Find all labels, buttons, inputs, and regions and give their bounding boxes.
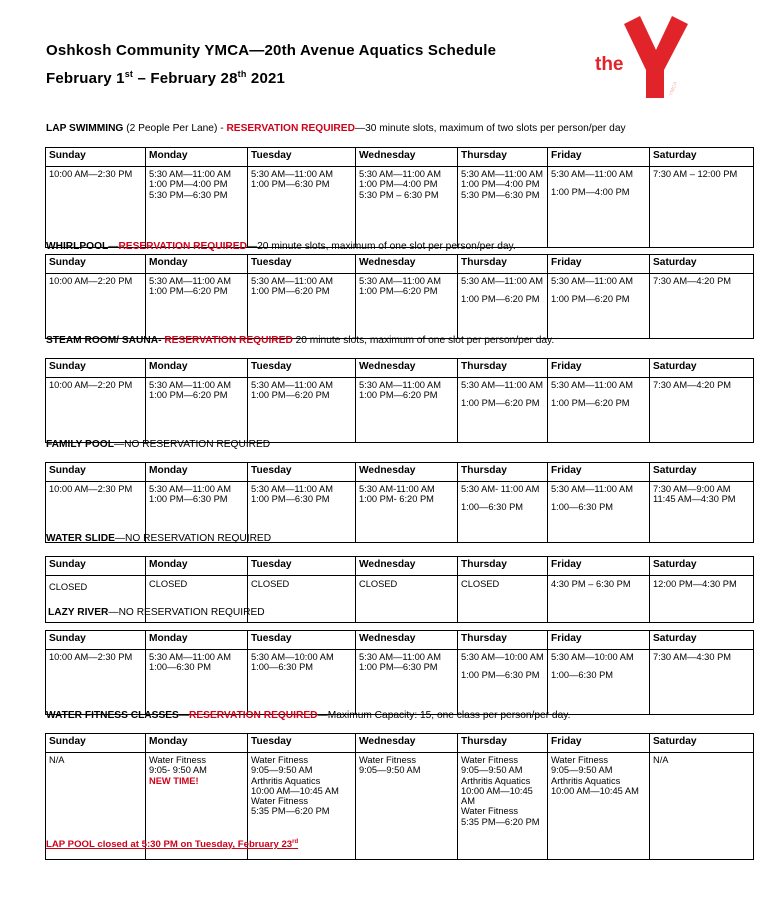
schedule-cell [146, 650, 248, 715]
time-slot: CLOSED [251, 579, 290, 589]
time-slot: 10:00 AM—2:20 PM [49, 276, 133, 286]
time-slot: 5:30 AM—10:00 AM [461, 652, 544, 662]
time-slot: 1:00 PM—6:20 PM [461, 398, 540, 409]
time-slot [461, 390, 544, 398]
schedule-table [45, 147, 754, 248]
time-slot: 11:45 AM—4:30 PM [653, 494, 736, 505]
day-header: Saturday [650, 734, 754, 753]
section-heading: WATER FITNESS CLASSES—RESERVATION REQUIRED—Maximum Capacity: 15, one class per person/per day. [46, 710, 571, 721]
time-slot: NEW TIME! [149, 775, 199, 786]
day-header: Monday [146, 255, 248, 274]
day-header: Wednesday [356, 255, 458, 274]
time-slot: 5:35 PM—6:20 PM [461, 816, 540, 827]
day-header: Monday [146, 359, 248, 378]
section-heading: STEAM ROOM/ SAUNA- RESERVATION REQUIRED 20 minute slots, maximum of one slot per person/per day. [46, 335, 555, 346]
schedule-cell [650, 753, 754, 860]
schedule-cell [248, 274, 356, 339]
time-slot: Water Fitness [461, 806, 518, 817]
day-header-row [46, 148, 754, 167]
time-slot [461, 494, 544, 502]
time-slot: 5:30 AM—11:00 AM [551, 484, 633, 494]
day-header: Thursday [458, 148, 548, 167]
time-slot: 1:00 PM—6:20 PM [359, 286, 438, 297]
time-slot: 1:00 PM- 6:20 PM [359, 494, 434, 505]
day-header: Thursday [458, 463, 548, 482]
day-header: Wednesday [356, 734, 458, 753]
time-slot: Water Fitness [251, 755, 308, 765]
day-header-row [46, 463, 754, 482]
day-header: Monday [146, 463, 248, 482]
page-title: Oshkosh Community YMCA—20th Avenue Aquatics Schedule [46, 42, 497, 59]
schedule-cell [146, 274, 248, 339]
schedule-table [45, 358, 754, 443]
time-slot: 5:30 AM—11:00 AM [461, 380, 543, 390]
time-slot: 5:30 PM – 6:30 PM [359, 189, 439, 200]
day-header: Thursday [458, 631, 548, 650]
time-slot: 1:00 PM—6:20 PM [551, 398, 630, 409]
schedule-cell [650, 650, 754, 715]
schedule-cell [356, 576, 458, 623]
schedule-cell [248, 167, 356, 248]
svg-text:the: the [595, 54, 624, 75]
day-header: Monday [146, 557, 248, 576]
time-slot: 10:00 AM—2:20 PM [49, 380, 133, 390]
schedule-cell [458, 576, 548, 623]
day-header: Saturday [650, 148, 754, 167]
time-slot: 1:00—6:30 PM [251, 662, 314, 673]
schedule-cell [46, 274, 146, 339]
time-slot: 7:30 AM—4:20 PM [653, 380, 732, 390]
schedule-cell [248, 378, 356, 443]
schedule-cell [46, 378, 146, 443]
schedule-cell [458, 274, 548, 339]
schedule-cell [548, 378, 650, 443]
time-slot: 7:30 AM—4:20 PM [653, 276, 732, 286]
day-header: Friday [548, 148, 650, 167]
schedule-table [45, 630, 754, 715]
time-slot: 5:30 AM—11:00 AM [461, 276, 543, 286]
day-header: Friday [548, 255, 650, 274]
day-header: Friday [548, 631, 650, 650]
day-header-row [46, 359, 754, 378]
day-header: Thursday [458, 255, 548, 274]
day-header: Sunday [46, 148, 146, 167]
time-slot: 5:35 PM—6:20 PM [251, 806, 330, 817]
schedule-cell [548, 167, 650, 248]
time-slot: CLOSED [49, 582, 88, 592]
time-slot: 1:00 PM—4:00 PM [551, 187, 630, 198]
day-header-row [46, 631, 754, 650]
time-slot: Water Fitness [461, 755, 518, 765]
time-slot: CLOSED [359, 579, 398, 589]
time-slot: 1:00—6:30 PM [551, 670, 614, 681]
time-slot: 1:00 PM—6:30 PM [251, 494, 330, 505]
time-slot: 10:00 AM—2:30 PM [49, 169, 133, 179]
time-slot: 5:30 AM—11:00 AM [251, 169, 333, 179]
time-slot: 1:00 PM—6:30 PM [461, 670, 540, 681]
time-slot: 9:05—9:50 AM [359, 765, 421, 776]
time-slot: 5:30 AM—11:00 AM [359, 276, 441, 286]
day-header: Friday [548, 734, 650, 753]
day-header: Saturday [650, 463, 754, 482]
time-slot: 5:30 AM—11:00 AM [551, 380, 633, 390]
day-header: Monday [146, 148, 248, 167]
time-slot: 5:30 AM—11:00 AM [551, 169, 633, 179]
svg-text:YMCA: YMCA [668, 81, 679, 97]
table-row [46, 378, 754, 443]
time-slot: 9:05—9:50 AM [551, 765, 613, 776]
time-slot: 1:00—6:30 PM [461, 502, 524, 513]
day-header-row [46, 255, 754, 274]
section-heading: WHIRLPOOL—RESERVATION REQUIRED—20 minute slots, maximum of one slot per person/per day. [46, 241, 516, 252]
time-slot: CLOSED [461, 579, 500, 589]
section-heading: LAP SWIMMING (2 People Per Lane) - RESERVATION REQUIRED—30 minute slots, maximum of two slots per person/per day [46, 123, 626, 134]
day-header: Sunday [46, 255, 146, 274]
schedule-cell [146, 378, 248, 443]
day-header: Tuesday [248, 631, 356, 650]
day-header: Sunday [46, 734, 146, 753]
schedule-cell [650, 167, 754, 248]
schedule-cell [248, 650, 356, 715]
time-slot: 1:00 PM—6:30 PM [359, 662, 438, 673]
schedule-table [45, 254, 754, 339]
schedule-cell [650, 482, 754, 543]
date-range: February 1st – February 28th 2021 [46, 69, 286, 87]
time-slot [551, 179, 646, 187]
day-header: Saturday [650, 359, 754, 378]
day-header: Sunday [46, 557, 146, 576]
time-slot: 5:30 AM—11:00 AM [359, 169, 441, 179]
day-header: Sunday [46, 359, 146, 378]
time-slot: 1:00 PM—4:00 PM [359, 179, 438, 190]
time-slot: 10:00 AM—2:30 PM [49, 484, 133, 494]
day-header: Saturday [650, 631, 754, 650]
time-slot: 1:00 PM—6:20 PM [251, 286, 330, 297]
day-header-row [46, 734, 754, 753]
day-header: Wednesday [356, 557, 458, 576]
ymca-logo [588, 10, 698, 105]
day-header: Saturday [650, 255, 754, 274]
day-header: Monday [146, 734, 248, 753]
section-heading: WATER SLIDE—NO RESERVATION REQUIRED [46, 533, 272, 544]
time-slot: 10:00 AM—10:45 AM [251, 785, 339, 796]
day-header: Friday [548, 359, 650, 378]
time-slot: Arthritis Aquatics [461, 775, 531, 786]
day-header: Wednesday [356, 148, 458, 167]
time-slot [461, 286, 544, 294]
time-slot: 7:30 AM – 12:00 PM [653, 169, 738, 179]
day-header: Thursday [458, 734, 548, 753]
time-slot: 1:00 PM—4:00 PM [149, 179, 228, 190]
day-header: Friday [548, 557, 650, 576]
time-slot [551, 662, 646, 670]
schedule-cell [548, 650, 650, 715]
time-slot: Water Fitness [149, 755, 206, 765]
schedule-cell [458, 378, 548, 443]
day-header: Tuesday [248, 359, 356, 378]
time-slot: 5:30 AM—11:00 AM [461, 169, 543, 179]
time-slot: 1:00 PM—6:20 PM [551, 294, 630, 305]
schedule-cell [356, 274, 458, 339]
schedule-cell [46, 650, 146, 715]
schedule-cell [458, 753, 548, 860]
time-slot: Water Fitness [551, 755, 608, 765]
day-header: Thursday [458, 557, 548, 576]
day-header: Wednesday [356, 463, 458, 482]
day-header: Sunday [46, 463, 146, 482]
lap-pool-closure-notice: LAP POOL closed at 5:30 PM on Tuesday, February 23rd [46, 839, 299, 851]
time-slot: N/A [653, 755, 669, 765]
time-slot: 1:00 PM—6:20 PM [461, 294, 540, 305]
day-header: Sunday [46, 631, 146, 650]
section-heading: FAMILY POOL—NO RESERVATION REQUIRED [46, 439, 271, 450]
time-slot: 5:30 AM—11:00 AM [149, 652, 231, 662]
schedule-cell [548, 482, 650, 543]
time-slot: 1:00—6:30 PM [551, 502, 614, 513]
time-slot: 5:30 AM—11:00 AM [149, 169, 231, 179]
day-header: Friday [548, 463, 650, 482]
time-slot: Arthritis Aquatics [551, 775, 621, 786]
day-header: Thursday [458, 359, 548, 378]
time-slot: 5:30 AM—11:00 AM [149, 276, 231, 286]
time-slot: 9:05- 9:50 AM [149, 765, 207, 776]
schedule-cell [356, 378, 458, 443]
schedule-table [45, 462, 754, 543]
time-slot: 5:30 AM—11:00 AM [149, 380, 231, 390]
time-slot [461, 662, 544, 670]
time-slot: 1:00 PM—6:20 PM [251, 390, 330, 401]
table-row [46, 167, 754, 248]
time-slot: 1:00 PM—6:20 PM [149, 286, 228, 297]
schedule-cell [356, 482, 458, 543]
schedule-cell [356, 753, 458, 860]
day-header: Wednesday [356, 631, 458, 650]
time-slot: Water Fitness [359, 755, 416, 765]
day-header: Monday [146, 631, 248, 650]
time-slot: 5:30 AM—11:00 AM [359, 652, 441, 662]
time-slot: 1:00 PM—6:20 PM [359, 390, 438, 401]
time-slot: 9:05—9:50 AM [461, 765, 523, 776]
time-slot: 10:00 AM—10:45 AM [461, 785, 533, 807]
schedule-cell [356, 167, 458, 248]
schedule-cell [650, 274, 754, 339]
day-header: Saturday [650, 557, 754, 576]
time-slot: 5:30 AM-11:00 AM [359, 484, 435, 494]
time-slot: 1:00 PM—4:00 PM [461, 179, 540, 190]
schedule-cell [458, 482, 548, 543]
time-slot: 5:30 AM—11:00 AM [251, 484, 333, 494]
time-slot: CLOSED [149, 579, 188, 589]
time-slot: 5:30 AM—10:00 AM [551, 652, 634, 662]
schedule-cell [548, 274, 650, 339]
time-slot: 5:30 AM—11:00 AM [251, 380, 333, 390]
time-slot: 1:00 PM—6:30 PM [149, 494, 228, 505]
section-heading: LAZY RIVER—NO RESERVATION REQUIRED [48, 607, 265, 618]
time-slot: 7:30 AM—9:00 AM [653, 484, 731, 494]
day-header-row [46, 557, 754, 576]
table-row [46, 650, 754, 715]
day-header: Tuesday [248, 734, 356, 753]
schedule-cell [548, 753, 650, 860]
schedule-cell [548, 576, 650, 623]
time-slot: 5:30 AM—11:00 AM [551, 276, 633, 286]
time-slot: N/A [49, 755, 65, 765]
time-slot: 4:30 PM – 6:30 PM [551, 579, 631, 589]
time-slot: 5:30 AM—10:00 AM [251, 652, 334, 662]
time-slot: Arthritis Aquatics [251, 775, 321, 786]
time-slot: 9:05—9:50 AM [251, 765, 313, 776]
day-header: Wednesday [356, 359, 458, 378]
schedule-cell [458, 167, 548, 248]
table-row [46, 274, 754, 339]
time-slot [551, 286, 646, 294]
schedule-cell [458, 650, 548, 715]
time-slot: 1:00 PM—6:20 PM [149, 390, 228, 401]
day-header: Tuesday [248, 557, 356, 576]
time-slot [551, 494, 646, 502]
day-header: Tuesday [248, 463, 356, 482]
time-slot: 5:30 AM—11:00 AM [359, 380, 441, 390]
time-slot: 5:30 PM—6:30 PM [461, 189, 540, 200]
schedule-cell [146, 167, 248, 248]
time-slot [551, 390, 646, 398]
time-slot: 5:30 AM—11:00 AM [149, 484, 231, 494]
time-slot: 5:30 PM—6:30 PM [149, 189, 228, 200]
day-header: Tuesday [248, 255, 356, 274]
day-header: Tuesday [248, 148, 356, 167]
time-slot: Water Fitness [251, 796, 308, 807]
time-slot: 1:00—6:30 PM [149, 662, 212, 673]
time-slot: 5:30 AM—11:00 AM [251, 276, 333, 286]
time-slot: 7:30 AM—4:30 PM [653, 652, 732, 662]
time-slot: 10:00 AM—10:45 AM [551, 785, 639, 796]
schedule-cell [46, 167, 146, 248]
time-slot: 12:00 PM—4:30 PM [653, 579, 737, 589]
time-slot: 5:30 AM- 11:00 AM [461, 484, 540, 494]
schedule-cell [356, 650, 458, 715]
time-slot: 1:00 PM—6:30 PM [251, 179, 330, 190]
schedule-cell [650, 576, 754, 623]
schedule-cell [650, 378, 754, 443]
time-slot: 10:00 AM—2:30 PM [49, 652, 133, 662]
